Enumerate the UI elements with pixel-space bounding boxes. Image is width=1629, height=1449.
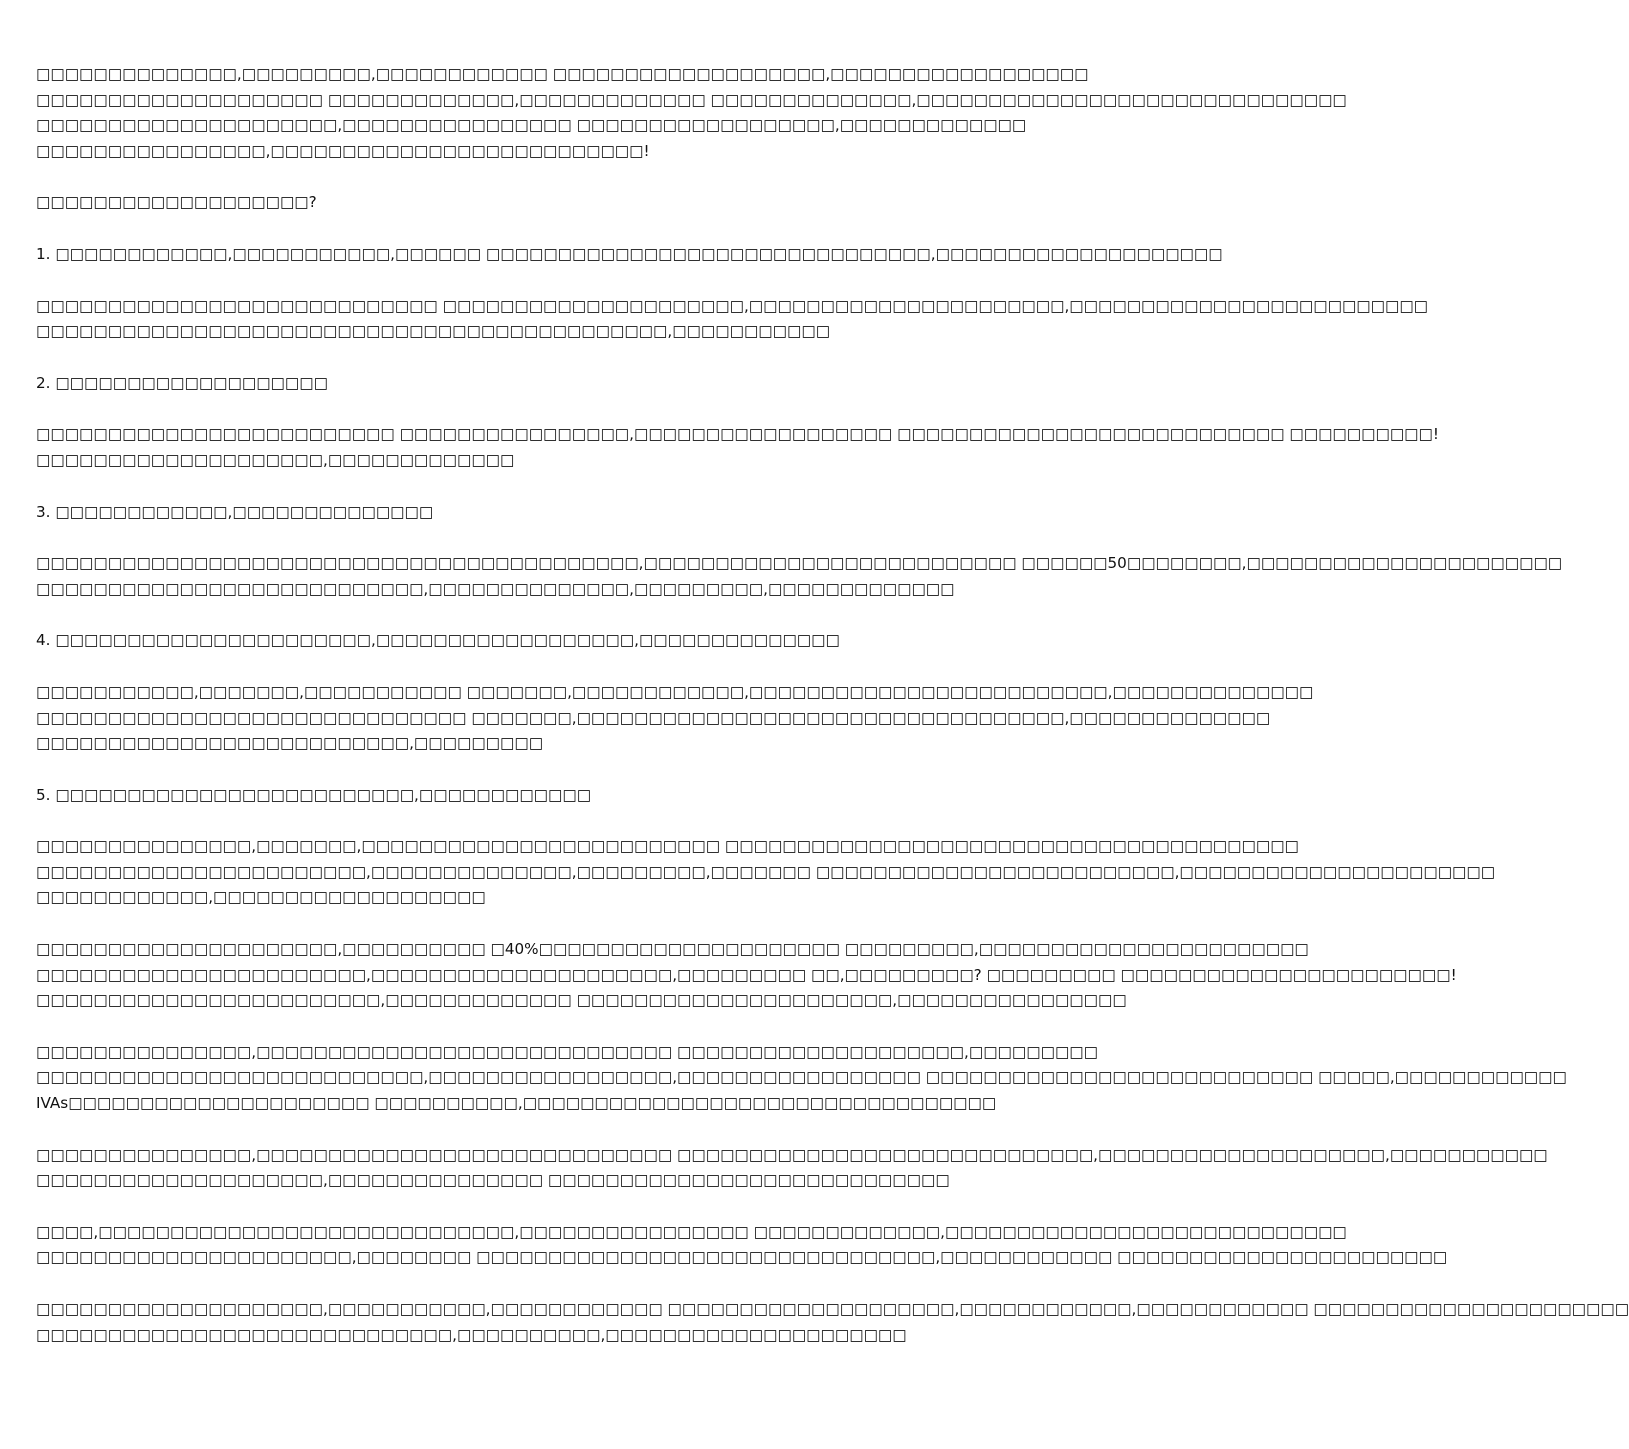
text-line: 4. □□□□□□□□□□□□□□□□□□□□□□,□□□□□□□□□□□□□□□□□□,□□□□□□□□□□□□□□: [36, 631, 840, 650]
numbered-heading-4: [36, 628, 988, 654]
numbered-heading-5: [36, 783, 988, 809]
text-line: □□□□□□□□□□□□□□□□□□□□□□□,□□□□□□□□□□□□□□,□□□□□□□□□,□□□□□□□ □□□□□□□□□□□□□□□□□□□□□□□□□,□□□□□□□□□□□□□□□□□□□□□□: [36, 862, 1496, 881]
paragraph: [36, 1220, 1448, 1271]
text-line: □□□□□□□□□□□□□□□,□□□□□□□□□□□□□□□□□□□□□□□□□□□□□ □□□□□□□□□□□□□□□□□□□□□□□□□□□□□,□□□□□□□□□□□□□□□□□□□□,□□□□□□□□□□□: [36, 1145, 1548, 1164]
text-line: □□□□□□□□□□□□□□,□□□□□□□□□,□□□□□□□□□□□□ □□□□□□□□□□□□□□□□□□□,□□□□□□□□□□□□□□□□□□: [36, 65, 1089, 83]
text-line: □□□□□□□□□□□□□□□□□□□□□□,□□□□□□□□ □□□□□□□□□□□□□□□□□□□□□□□□□□□□□□□□,□□□□□□□□□□□□ □□□□□□□□□□□□□□□□□□□□□□□: [36, 1248, 1448, 1267]
paragraph: [36, 834, 1496, 911]
numbered-heading-1: [36, 242, 1223, 268]
paragraph: [36, 937, 1457, 1014]
text-line: □□□□□□□□□□□□□□□□□□□□□□□□□□□□□□ □□□□□□□,□□□□□□□□□□□□□□□□□□□□□□□□□□□□□□□□□□,□□□□□□□□□□□□□□: [36, 708, 1271, 727]
text-line: □□□□□□□□□□□□□□□□□□□□□□□□□□□□□,□□□□□□□□□□,□□□□□□□□□□□□□□□□□□□□□: [36, 1325, 907, 1344]
text-line: □□□□□□□□□□□□□□□□□□□□□□□,□□□□□□□□□□□□□□□□□□□□□,□□□□□□□□□ □□,□□□□□□□□□? □□□□□□□□□ □□□□□□□□□□□□□□□□□□□□□□□!: [36, 965, 1457, 984]
text-line: □□□□□□□□□□□□,□□□□□□□□□□□□□□□□□□□: [36, 888, 486, 907]
text-line: □□□□,□□□□□□□□□□□□□□□□□□□□□□□□□□□□□,□□□□□□□□□□□□□□□□ □□□□□□□□□□□□□,□□□□□□□□□□□□□□□□□□□□□□□□□□□□: [36, 1222, 1347, 1241]
paragraph: [36, 1297, 1629, 1348]
text-line: □□□□□□□□□□□□□□□□□□□□□□□□□□□,□□□□□□□□□□□□□□□□□,□□□□□□□□□□□□□□□□□ □□□□□□□□□□□□□□□□□□□□□□□□□□□ □□□□□,□□□□□□□□□□□□: [36, 1068, 1567, 1087]
text-line: □□□□□□□□□□□□□□□□,□□□□□□□□□□□□□□□□□□□□□□□□□□!: [36, 141, 650, 160]
text-line: □□□□□□□□□□□□□□□,□□□□□□□□□□□□□□□□□□□□□□□□□□□□□ □□□□□□□□□□□□□□□□□□□□,□□□□□□□□□: [36, 1042, 1098, 1061]
text-line: 2. □□□□□□□□□□□□□□□□□□□: [36, 373, 328, 392]
paragraph: [36, 422, 1439, 473]
text-line: □□□□□□□□□□□□□□□□□□□□,□□□□□□□□□□□□□□□ □□□□□□□□□□□□□□□□□□□□□□□□□□□□: [36, 1171, 950, 1190]
text-line: 1. □□□□□□□□□□□□,□□□□□□□□□□□,□□□□□□ □□□□□□□□□□□□□□□□□□□□□□□□□□□□□□□,□□□□□□□□□□□□□□□□□□□□: [36, 244, 1223, 263]
numbered-heading-3: [36, 500, 988, 526]
text-line: □□□□□□□□□□□,□□□□□□□,□□□□□□□□□□□ □□□□□□□,□□□□□□□□□□□□,□□□□□□□□□□□□□□□□□□□□□□□□□,□□□□□□□□□□□□□□: [36, 682, 1314, 701]
text-line: □□□□□□□□□□□□□□□□□□□□□,□□□□□□□□□□ □40%□□□□□□□□□□□□□□□□□□□□□ □□□□□□□□□,□□□□□□□□□□□□□□□□□□□□□□□: [36, 940, 1309, 959]
document-page: [36, 62, 1629, 1374]
question-heading: [36, 190, 988, 216]
text-line: □□□□□□□□□□□□□□□□□□□□□□□□□ □□□□□□□□□□□□□□□□,□□□□□□□□□□□□□□□□□□ □□□□□□□□□□□□□□□□□□□□□□□□□□□ □□□□□□□□□□!: [36, 425, 1439, 444]
text-line: □□□□□□□□□□□□□□□□□□□□□□□□□□□□ □□□□□□□□□□□□□□□□□□□□□,□□□□□□□□□□□□□□□□□□□□□□,□□□□□□□□□□□□□□□□□□□□□□□□□: [36, 296, 1429, 315]
text-line: 5. □□□□□□□□□□□□□□□□□□□□□□□□□,□□□□□□□□□□□□: [36, 785, 592, 804]
text-line: □□□□□□□□□□□□□□□□□□□□□,□□□□□□□□□□□□□□□□ □□□□□□□□□□□□□□□□□□,□□□□□□□□□□□□□: [36, 116, 1027, 135]
text-line: □□□□□□□□□□□□□□□□□□□□□□□□□□□□□□□□□□□□□□□□□□,□□□□□□□□□□□□□□□□□□□□□□□□□□ □□□□□□50□□□□□□□□,□□□□□□□□□□□□□□□□□□□□□□: [36, 554, 1563, 573]
text-line: □□□□□□□□□□□□□□□,□□□□□□□,□□□□□□□□□□□□□□□□□□□□□□□□□ □□□□□□□□□□□□□□□□□□□□□□□□□□□□□□□□□□□□□□□□: [36, 837, 1299, 856]
text-line: IVAs□□□□□□□□□□□□□□□□□□□□□ □□□□□□□□□□,□□□□□□□□□□□□□□□□□□□□□□□□□□□□□□□□□: [36, 1094, 997, 1113]
text-line: □□□□□□□□□□□□□□□□□□□□□□□□,□□□□□□□□□□□□□ □□□□□□□□□□□□□□□□□□□□□□,□□□□□□□□□□□□□□□□: [36, 991, 1127, 1010]
text-line: □□□□□□□□□□□□□□□□□□□□□□□□□□□,□□□□□□□□□□□□□□,□□□□□□□□□,□□□□□□□□□□□□□: [36, 579, 955, 598]
paragraph: [36, 1040, 1567, 1117]
text-line: □□□□□□□□□□□□□□□□□□□?: [36, 193, 317, 212]
paragraph: [36, 1143, 1548, 1194]
paragraph: [36, 62, 1347, 164]
text-line: □□□□□□□□□□□□□□□□□□□□□□□□□□□□□□□□□□□□□□□□□□□□,□□□□□□□□□□□: [36, 322, 831, 341]
text-line: 3. □□□□□□□□□□□□,□□□□□□□□□□□□□□: [36, 502, 434, 521]
text-line: □□□□□□□□□□□□□□□□□□□□,□□□□□□□□□□□,□□□□□□□□□□□□ □□□□□□□□□□□□□□□□□□□□,□□□□□□□□□□□□,□□□□□□□□□□□□ □□□□□□□□□□□□□□□□□□□□□□: [36, 1300, 1629, 1318]
text-line: □□□□□□□□□□□□□□□□□□□□ □□□□□□□□□□□□□,□□□□□□□□□□□□□ □□□□□□□□□□□□□□,□□□□□□□□□□□□□□□□□□□□□□□□□□□□□□: [36, 90, 1347, 109]
paragraph: [36, 551, 1563, 602]
paragraph: [36, 680, 1314, 757]
numbered-heading-2: [36, 371, 988, 397]
text-line: □□□□□□□□□□□□□□□□□□□□,□□□□□□□□□□□□□: [36, 450, 515, 469]
text-line: □□□□□□□□□□□□□□□□□□□□□□□□□□,□□□□□□□□□: [36, 734, 544, 753]
paragraph: [36, 294, 1429, 345]
